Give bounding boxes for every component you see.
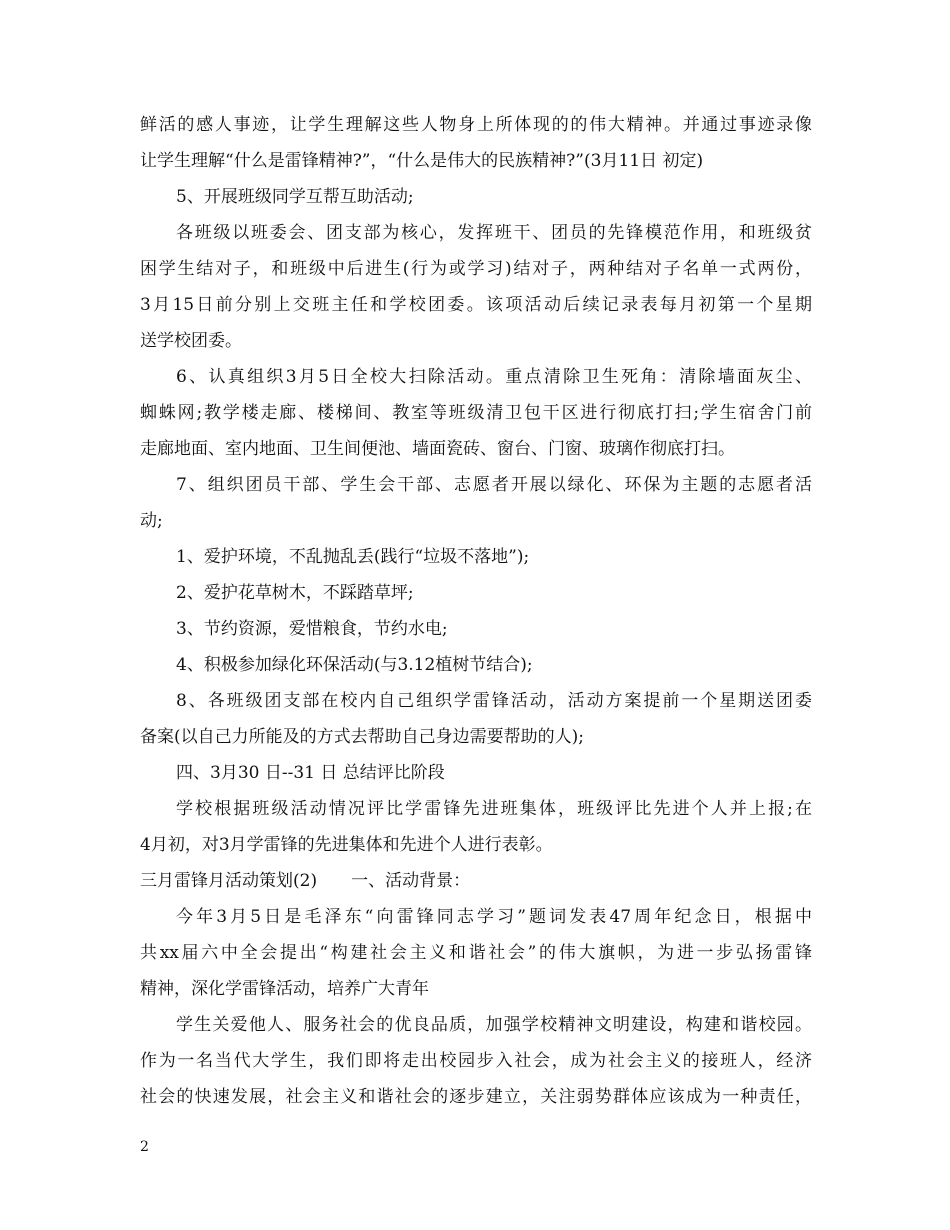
paragraph-line: 蜘蛛网;教学楼走廊、楼梯间、教室等班级清卫包干区进行彻底打扫;学生宿舍门前 [140, 403, 812, 423]
paragraph-line: 各班级以班委会、团支部为核心，发挥班干、团员的先锋模范作用，和班级贫 [176, 223, 812, 243]
paragraph-line: 今年3月5日是毛泽东“向雷锋同志学习”题词发表47周年纪念日，根据中 [176, 907, 812, 927]
paragraph-line: 动; [140, 511, 163, 531]
list-item: 2、爱护花草树木，不踩踏草坪; [176, 583, 414, 603]
paragraph-line: 8、各班级团支部在校内自己组织学雷锋活动，活动方案提前一个星期送团委 [176, 691, 812, 711]
paragraph-line: 学生关爱他人、服务社会的优良品质，加强学校精神文明建设，构建和谐校园。 [176, 1015, 812, 1035]
paragraph-line: 4月初，对3月学雷锋的先进集体和先进个人进行表彰。 [140, 835, 553, 855]
paragraph-line: 让学生理解“什么是雷锋精神?”，“什么是伟大的民族精神?”(3月11日 初定) [140, 151, 704, 171]
paragraph-line: 困学生结对子，和班级中后进生(行为或学习)结对子，两种结对子名单一式两份， [140, 259, 812, 279]
document-body [140, 107, 812, 1115]
paragraph-line: 备案(以自己力所能及的方式去帮助自己身边需要帮助的人); [140, 727, 584, 747]
paragraph-line: 精神，深化学雷锋活动，培养广大青年 [140, 979, 429, 999]
paragraph-line: 社会的快速发展，社会主义和谐社会的逐步建立，关注弱势群体应该成为一种责任， [140, 1087, 812, 1107]
paragraph-line: 6、认真组织3月5日全校大扫除活动。重点清除卫生死角：清除墙面灰尘、 [176, 367, 812, 387]
paragraph-line: 走廊地面、室内地面、卫生间便池、墙面瓷砖、窗台、门窗、玻璃作彻底打扫。 [140, 439, 735, 459]
list-item-heading: 5、开展班级同学互帮互助活动; [176, 187, 414, 207]
page-number: 2 [140, 1139, 149, 1155]
list-item: 1、爱护环境，不乱抛乱丢(践行“垃圾不落地”); [176, 547, 530, 567]
paragraph-line: 3月15日前分别上交班主任和学校团委。该项活动后续记录表每月初第一个星期 [140, 295, 812, 315]
list-item: 3、节约资源，爱惜粮食，节约水电; [176, 619, 448, 639]
paragraph-line: 作为一名当代大学生，我们即将走出校园步入社会，成为社会主义的接班人，经济 [140, 1051, 812, 1071]
list-item: 4、积极参加绿化环保活动(与3.12植树节结合); [176, 655, 533, 675]
paragraph-line: 学校根据班级活动情况评比学雷锋先进班集体，班级评比先进个人并上报;在 [176, 799, 812, 819]
paragraph-line: 鲜活的感人事迹，让学生理解这些人物身上所体现的的伟大精神。并通过事迹录像 [140, 115, 812, 135]
paragraph-line: 共xx届六中全会提出“构建社会主义和谐社会”的伟大旗帜，为进一步弘扬雷锋 [140, 943, 812, 963]
paragraph-line: 7、组织团员干部、学生会干部、志愿者开展以绿化、环保为主题的志愿者活 [176, 475, 812, 495]
section-title: 三月雷锋月活动策划(2) 一、活动背景： [140, 871, 471, 891]
paragraph-line: 送学校团委。 [140, 331, 242, 351]
section-heading: 四、3月30 日--31 日 总结评比阶段 [176, 763, 445, 783]
